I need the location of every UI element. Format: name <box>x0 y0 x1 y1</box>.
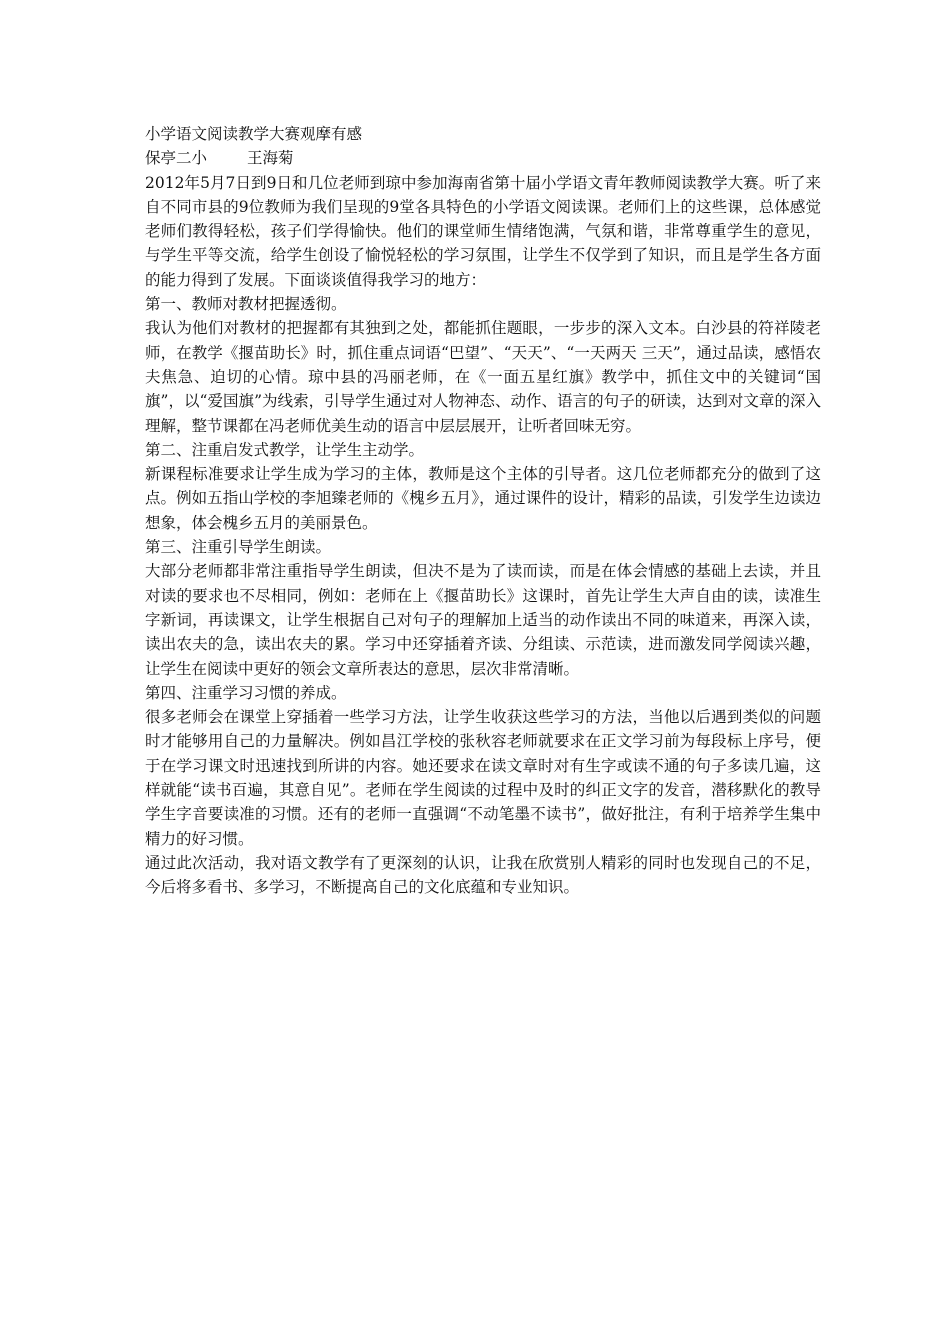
section-heading-4: 第四、注重学习习惯的养成。 <box>145 683 347 702</box>
paragraph-section-3: 大部分老师都非常注重指导学生朗读，但决不是为了读而读，而是在体会情感的基础上去读，并且对读的要求也不尽相同，例如：老师在上《揠苗助长》这课时，首先让学生大声自由的读，读准生字新词，再读课文，让学生根据自己对句子的理解加上适当的动作读出不同的味道来，再深入读，读出农夫的急，读出农夫的累。学习中还穿插着齐读、分组读、示范读，进而激发同学阅读兴趣，让学生在阅读中更好的领会文章所表达的意思，层次非常清晰。 <box>145 562 821 678</box>
paragraph-section-2: 新课程标准要求让学生成为学习的主体，教师是这个主体的引导者。这几位老师都充分的做到了这点。例如五指山学校的李旭臻老师的《槐乡五月》，通过课件的设计，精彩的品读，引发学生边读边想象，体会槐乡五月的美丽景色。 <box>145 465 821 532</box>
paragraph-section-4: 很多老师会在课堂上穿插着一些学习方法，让学生收获这些学习的方法，当他以后遇到类似的问题时才能够用自己的力量解决。例如昌江学校的张秋容老师就要求在正文学习前为每段标上序号，便于在学习课文时迅速找到所讲的内容。她还要求在读文章时对有生字或读不通的句子多读几遍，这样就能“读书百遍，其意自见”。老师在学生阅读的过程中及时的纠正文字的发音，潜移默化的教导学生字音要读准的习惯。还有的老师一直强调“不动笔墨不读书”，做好批注，有利于培养学生集中精力的好习惯。 <box>145 708 821 848</box>
section-heading-3: 第三、注重引导学生朗读。 <box>145 538 332 557</box>
author-name: 王海菊 <box>247 149 294 168</box>
section-heading-2: 第二、注重启发式教学，让学生主动学。 <box>145 440 425 459</box>
section-heading-1: 第一、教师对教材把握透彻。 <box>145 295 347 314</box>
paragraph-intro: 2012年5月7日到9日和几位老师到琼中参加海南省第十届小学语文青年教师阅读教学大赛。听了来自不同市县的9位教师为我们呈现的9堂各具特色的小学语文阅读课。老师们上的这些课，总体感觉老师们教得轻松，孩子们学得愉快。他们的课堂师生情绪饱满，气氛和谐，非常尊重学生的意见，与学生平等交流，给学生创设了愉悦轻松的学习氛围，让学生不仅学到了知识，而且是学生各方面的能力得到了发展。下面谈谈值得我学习的地方： <box>145 173 821 289</box>
document-title: 小学语文阅读教学大赛观摩有感 <box>145 125 363 143</box>
document-body <box>145 122 821 900</box>
school-name: 保亭二小 <box>145 149 208 168</box>
paragraph-conclusion: 通过此次活动，我对语文教学有了更深刻的认识，让我在欣赏别人精彩的同时也发现自己的不足，今后将多看书、多学习，不断提高自己的文化底蕴和专业知识。 <box>145 853 821 897</box>
paragraph-section-1: 我认为他们对教材的把握都有其独到之处，都能抓住题眼，一步步的深入文本。白沙县的符祥陵老师，在教学《揠苗助长》时，抓住重点词语“巴望”、“天天”、“一天两天 三天”，通过品读，感悟农夫焦急、迫切的心情。琼中县的冯丽老师，在《一面五星红旗》教学中，抓住文中的关键词“国旗”，以“爱国旗”为线索，引导学生通过对人物神态、动作、语言的句子的研读，达到对文章的深入理解，整节课都在冯老师优美生动的语言中层层展开，让听者回味无穷。 <box>145 319 821 435</box>
author-line <box>145 146 821 170</box>
